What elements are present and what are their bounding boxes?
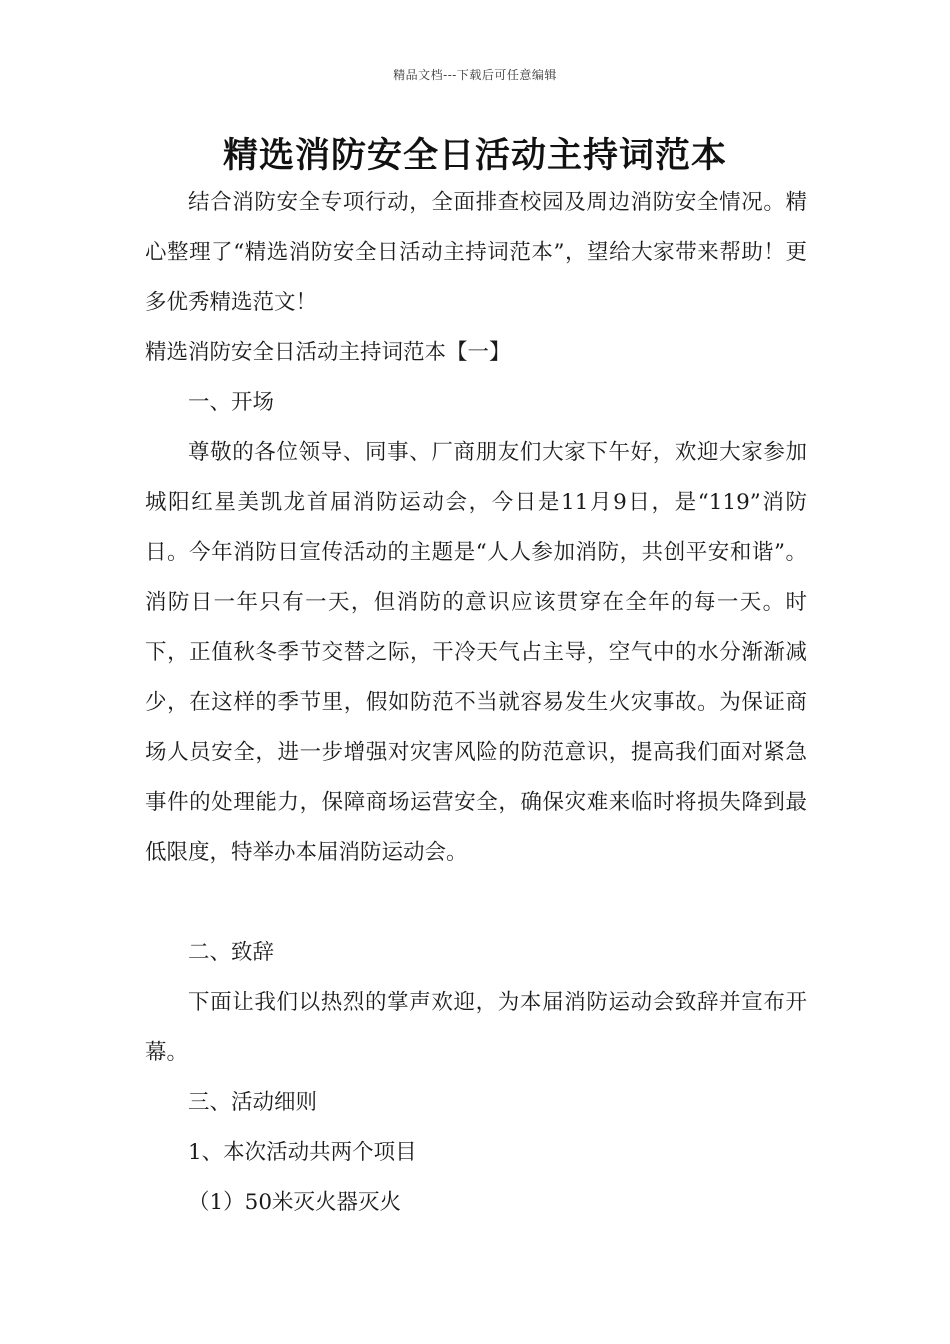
paragraph-gap [145, 878, 807, 928]
part1-heading: 一、开场 [188, 390, 275, 415]
document-body [145, 178, 807, 1228]
part1-paragraph: 尊敬的各位领导、同事、厂商朋友们大家下午好，欢迎大家参加城阳红星美凯龙首届消防运动会，今日是11月9日，是“119”消防日。今年消防日宣传活动的主题是“人人参加消防，共创平安和谐”。消防日一年只有一天，但消防的意识应该贯穿在全年的每一天。时下，正值秋冬季节交替之际，干冷天气占主导，空气中的水分渐渐减少，在这样的季节里，假如防范不当就容易发生火灾事故。为保证商场人员安全，进一步增强对灾害风险的防范意识，提高我们面对紧急事件的处理能力，保障商场运营安全，确保灾难来临时将损失降到最低限度，特举办本届消防运动会。 [145, 440, 807, 865]
document-title: 精选消防安全日活动主持词范本 [222, 135, 727, 176]
list-item: 1、本次活动共两个项目 [188, 1140, 417, 1165]
part2-paragraph: 下面让我们以热烈的掌声欢迎，为本届消防运动会致辞并宣布开幕。 [145, 990, 807, 1065]
section-heading: 精选消防安全日活动主持词范本【一】 [145, 340, 511, 365]
intro-paragraph: 结合消防安全专项行动，全面排查校园及周边消防安全情况。精心整理了“精选消防安全日活动主持词范本”，望给大家带来帮助！更多优秀精选范文！ [145, 190, 807, 315]
part3-heading: 三、活动细则 [188, 1090, 318, 1115]
header-note: 精品文档---下载后可任意编辑 [393, 68, 557, 82]
part2-heading: 二、致辞 [188, 940, 275, 965]
sub-list-item: （1）50米灭火器灭火 [188, 1190, 402, 1215]
